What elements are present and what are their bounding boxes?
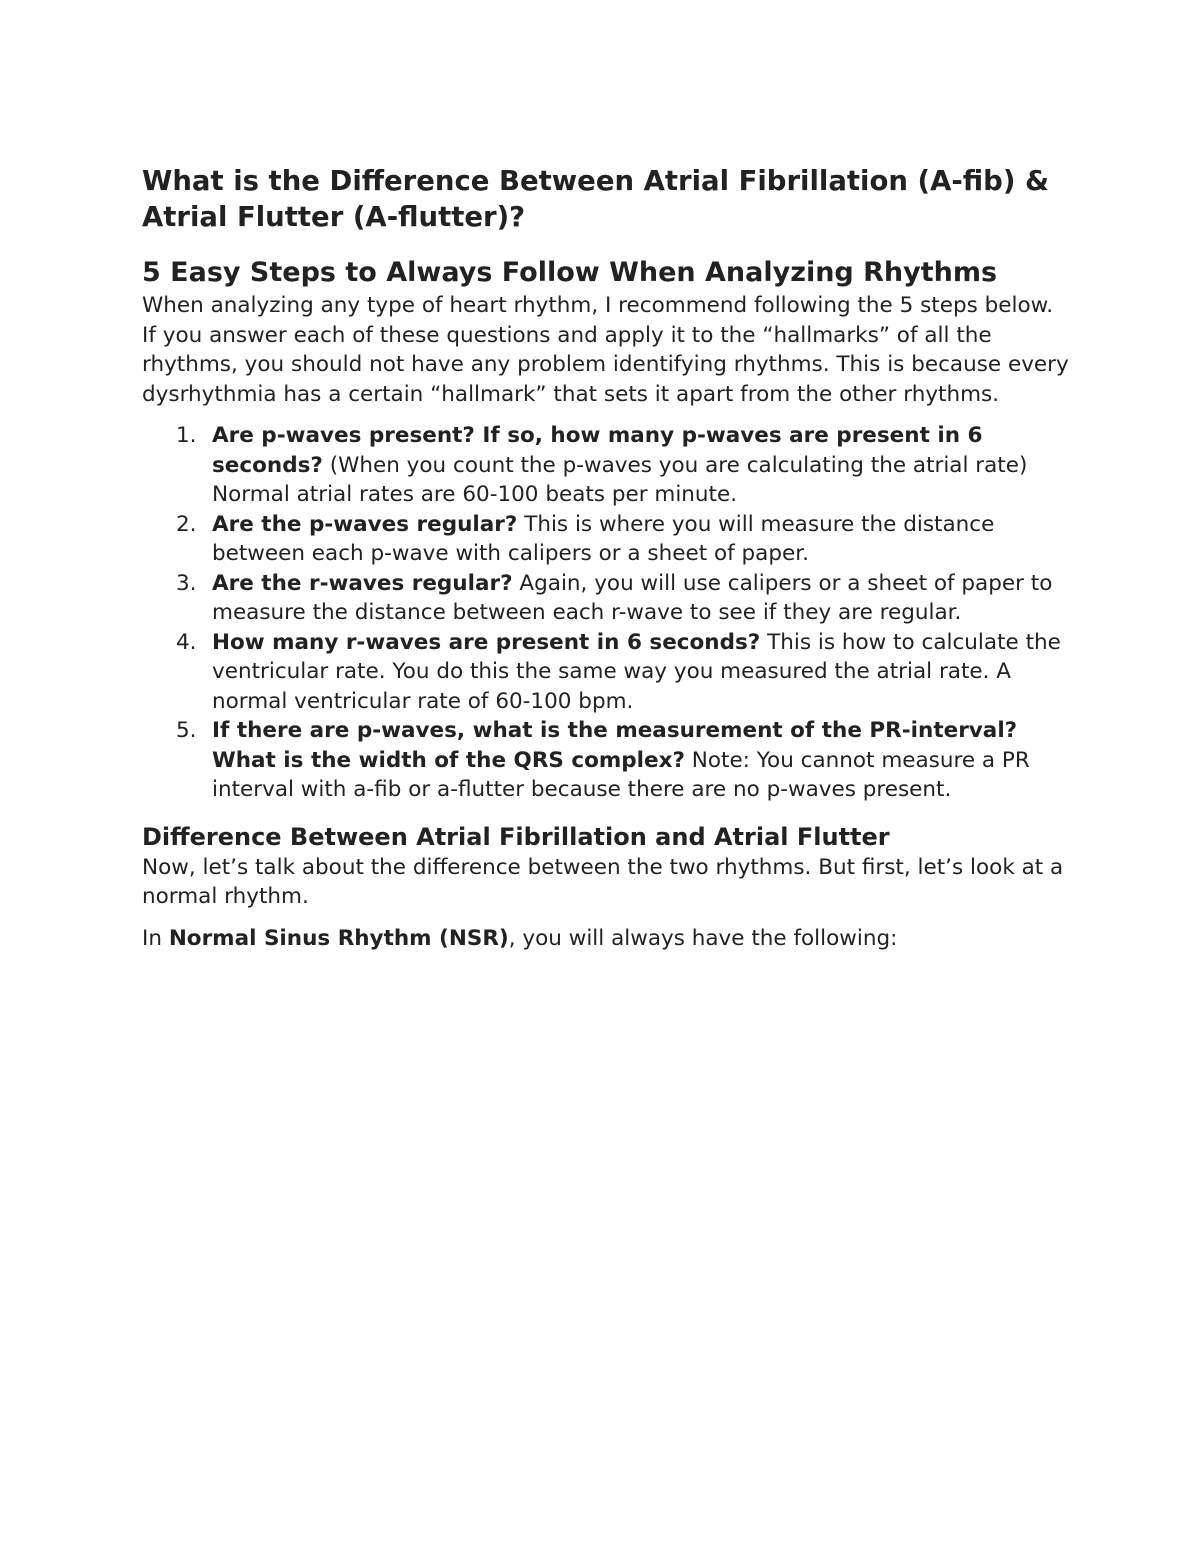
difference-intro-paragraph: Now, let’s talk about the difference between the two rhythms. But first, let’s look at a normal rhythm. [142, 854, 1064, 909]
list-item-question: Are the r-waves regular? [212, 570, 513, 596]
list-item-number: 2. [176, 511, 197, 537]
list-item-question: How many r-waves are present in 6 seconds? [212, 629, 761, 655]
nsr-paragraph [142, 924, 1072, 954]
list-item-number: 3. [176, 570, 197, 596]
list-item [142, 510, 1072, 569]
list-item-question: If there are p-waves, what is the measurement of the PR-interval? What is the width of the QRS complex? [212, 718, 1018, 773]
nsr-suffix: , you will always have the following: [508, 925, 898, 951]
list-item [142, 421, 1072, 510]
list-item [142, 716, 1072, 805]
section-heading-steps: 5 Easy Steps to Always Follow When Analyzing Rhythms [142, 257, 998, 288]
list-item-text: Note: You cannot measure a PR interval with a-fib or a-flutter because there are no p-waves present. [212, 747, 1030, 802]
nsr-term: Normal Sinus Rhythm (NSR) [168, 925, 509, 951]
document-page [142, 163, 1072, 953]
list-item-text: This is where you will measure the distance between each p-wave with calipers or a sheet of paper. [212, 511, 995, 566]
list-item [142, 569, 1072, 628]
list-item-number: 1. [176, 423, 197, 448]
list-item-question: Are the p-waves regular? [212, 511, 518, 537]
list-item-text: Again, you will use calipers or a sheet of paper to measure the distance between each r-wave to see if they are regular. [212, 570, 1053, 625]
nsr-prefix: In [142, 925, 169, 951]
list-item-number: 5. [176, 718, 197, 743]
list-item-text: (When you count the p-waves you are calculating the atrial rate) Normal atrial rates are 60-100 beats per minute. [212, 452, 1028, 507]
list-item-question: Are p-waves present? If so, how many p-waves are present in 6 seconds? [212, 423, 983, 478]
list-item-number: 4. [176, 629, 197, 655]
document-title: What is the Difference Between Atrial Fibrillation (A-fib) & Atrial Flutter (A-flutter)? [142, 165, 1049, 233]
steps-list [142, 421, 1072, 805]
list-item-text: This is how to calculate the ventricular rate. You do this the same way you measured the atrial rate. A normal ventricular rate of 60-100 bpm. [212, 629, 1061, 714]
section-heading-difference: Difference Between Atrial Fibrillation and Atrial Flutter [142, 822, 890, 851]
list-item [142, 628, 1072, 717]
steps-intro-paragraph: When analyzing any type of heart rhythm, I recommend following the 5 steps below. If you answer each of these questions and apply it to the “hallmarks” of all the rhythms, you should not have any problem identifying rhythms. This is because every dysrhythmia has a certain “hallmark” that sets it apart from the other rhythms. [142, 293, 1069, 407]
